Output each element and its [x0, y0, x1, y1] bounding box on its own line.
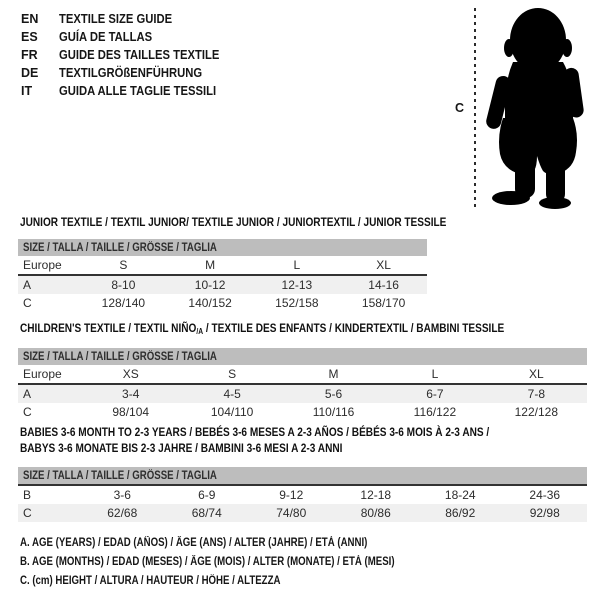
table-cell: Europe: [23, 367, 62, 381]
table-cell: 5-6: [324, 387, 343, 401]
language-label: GUÍA DE TALLAS: [59, 30, 153, 44]
table-cell: Europe: [23, 258, 62, 272]
table-cell: S: [119, 258, 128, 272]
table-cell: C: [23, 405, 32, 419]
baby-silhouette-icon: [482, 6, 590, 210]
language-row-fr: [21, 46, 237, 64]
size-header-bar: SIZE / TALLA / TAILLE / GRÖSSE / TAGLIA: [18, 239, 427, 256]
size-header-bar: SIZE / TALLA / TAILLE / GRÖSSE / TAGLIA: [18, 467, 587, 484]
children-section-title: CHILDREN'S TEXTILE / TEXTIL NIÑO/A / TEXTILE DES ENFANTS / KINDERTEXTIL / BAMBINI TESSILE: [20, 321, 505, 336]
table-cell: 12-18: [360, 488, 392, 502]
height-dotted-line: [474, 8, 476, 207]
table-cell: 74/80: [276, 506, 307, 520]
table-row-europe: [18, 365, 587, 383]
table-cell: S: [228, 367, 237, 381]
language-code: DE: [21, 66, 39, 80]
table-cell: 86/92: [445, 506, 476, 520]
table-cell: XL: [376, 258, 391, 272]
footnote-b: B. AGE (MONTHS) / EDAD (MESES) / ÂGE (MOIS) / ALTER (MONATE) / ETÀ (MESI): [20, 555, 395, 568]
table-cell: 7-8: [527, 387, 545, 401]
table-cell: 110/116: [312, 405, 355, 419]
table-cell: M: [205, 258, 216, 272]
table-cell: 122/128: [514, 405, 559, 419]
table-cell: 6-9: [198, 488, 216, 502]
language-label: GUIDA ALLE TAGLIE TESSILI: [59, 84, 217, 98]
babies-size-table: [18, 467, 587, 522]
table-cell: 152/158: [275, 296, 319, 310]
table-row-europe: [18, 256, 427, 274]
table-cell: C: [23, 506, 32, 520]
table-cell: 24-36: [529, 488, 561, 502]
table-cell: C: [23, 296, 32, 310]
subscript-a: /A: [196, 327, 204, 336]
table-cell: 3-4: [122, 387, 140, 401]
table-cell: 14-16: [368, 278, 399, 292]
table-cell: 12-13: [281, 278, 313, 292]
table-cell: 10-12: [194, 278, 226, 292]
table-cell: 4-5: [223, 387, 241, 401]
language-label: GUIDE DES TAILLES TEXTILE: [59, 48, 220, 62]
table-cell: B: [23, 488, 32, 502]
table-cell: M: [328, 367, 339, 381]
language-code: ES: [21, 30, 38, 44]
table-cell: 104/110: [210, 405, 254, 419]
language-label: TEXTILE SIZE GUIDE: [59, 12, 173, 26]
table-row-b: [18, 486, 587, 504]
language-row-de: [21, 64, 237, 82]
language-code: FR: [21, 48, 38, 62]
language-code: IT: [21, 84, 33, 98]
footnote-a: A. AGE (YEARS) / EDAD (AÑOS) / ÂGE (ANS) / ALTER (JAHRE) / ETÀ (ANNI): [20, 536, 368, 549]
language-label: TEXTILGRÖßENFÜHRUNG: [59, 66, 203, 80]
height-measure-label: C: [455, 101, 465, 115]
footnotes: [20, 533, 466, 590]
table-cell: 6-7: [426, 387, 444, 401]
junior-size-table: [18, 239, 427, 312]
table-cell: 98/104: [112, 405, 150, 419]
table-cell: 92/98: [529, 506, 560, 520]
table-cell: A: [23, 278, 32, 292]
children-size-table: [18, 348, 587, 421]
table-row-c: [18, 294, 427, 312]
table-row-a: [18, 276, 427, 294]
language-list: [21, 10, 237, 100]
language-code: EN: [21, 12, 39, 26]
table-cell: 18-24: [444, 488, 476, 502]
table-cell: 116/122: [413, 405, 457, 419]
table-cell: XS: [122, 367, 139, 381]
table-cell: 128/140: [101, 296, 146, 310]
table-cell: 68/74: [191, 506, 222, 520]
table-cell: L: [431, 367, 439, 381]
language-row-es: [21, 28, 237, 46]
table-row-a: [18, 385, 587, 403]
table-cell: 3-6: [113, 488, 131, 502]
footnote-c: C. (cm) HEIGHT / ALTURA / HAUTEUR / HÖHE / ALTEZZA: [20, 574, 281, 587]
table-row-c: [18, 504, 587, 522]
babies-section-title: BABIES 3-6 MONTH TO 2-3 YEARS / BEBÉS 3-6 MESES A 2-3 AÑOS / BÉBÉS 3-6 MOIS À 2-3 ANS / BABYS 3-6 MONATE BIS 2-3 JAHRE / BAMBINI 3-6 MESI A 2-3 ANNI: [20, 425, 490, 455]
table-cell: 140/152: [188, 296, 232, 310]
junior-section-title: JUNIOR TEXTILE / TEXTIL JUNIOR/ TEXTILE JUNIOR / JUNIORTEXTIL / JUNIOR TESSILE: [20, 215, 447, 229]
language-row-it: [21, 82, 237, 100]
table-cell: A: [23, 387, 32, 401]
table-cell: 62/68: [107, 506, 138, 520]
table-cell: 8-10: [111, 278, 136, 292]
table-row-c: [18, 403, 587, 421]
table-cell: L: [293, 258, 301, 272]
table-cell: 80/86: [360, 506, 391, 520]
language-row-en: [21, 10, 237, 28]
size-header-bar: SIZE / TALLA / TAILLE / GRÖSSE / TAGLIA: [18, 348, 587, 365]
table-cell: 9-12: [279, 488, 304, 502]
table-cell: 158/170: [361, 296, 406, 310]
table-cell: XL: [528, 367, 544, 381]
